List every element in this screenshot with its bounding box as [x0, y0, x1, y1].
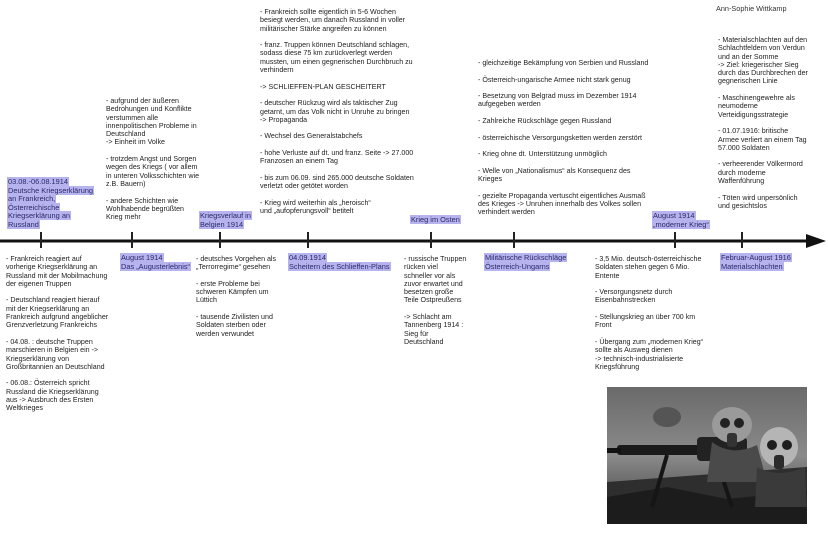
tick-e5 — [430, 232, 432, 248]
soldiers-gas-mask-photo — [607, 387, 807, 524]
event-label-e3: Kriegsverlauf in Belgien 1914 — [200, 211, 251, 229]
event-label-e4: 04.09.1914 Scheitern des Schlieffen-Plans — [289, 253, 390, 271]
event-label-e2: August 1914 Das „Augusterlebnis“ — [121, 253, 191, 271]
text-block-material-battles: - Materialschlachten auf den Schlachtfeldern von Verdun und an der Somme -> Ziel: kriegerischer Sieg durch das Durchbrechen der gegnerischen Linie - Maschinengewehre als neumoderne Verteidigungsstrategie - 01.07.1916: britische Armee verliert an einem Tag 57.000 Soldaten - verheerender Völkermord durch moderne Waffenführung - Töten wird unpersönlich und gesichtslos — [718, 36, 808, 210]
text-block-east: - russische Truppen rücken viel schneller vor als zuvor erwartet und besetzen große Teile Ostpreußens -> Schlacht am Tannenberg 1914 : Sieg für Deutschland — [404, 255, 467, 346]
text-block-augusterlebnis: - aufgrund der äußeren Bedrohungen und Konflikte verstummen alle innenpolitischen Probleme in Deutschland -> Einheit im Volke - trotzdem Angst und Sorgen wegen des Kriegs ( vor allem in unteren Volksschichten wie z.B. Bauern) - andere Schichten wie Wohlhabende begrüßten Krieg mehr — [106, 97, 200, 222]
tick-e1 — [40, 232, 42, 248]
event-label-e8: Februar-August 1916 Materialschlachten — [721, 253, 791, 271]
tick-e6 — [513, 232, 515, 248]
tick-e3 — [219, 232, 221, 248]
tick-e8 — [741, 232, 743, 248]
event-label-e1: 03.08.-06.08.1914 Deutsche Kriegserklärung an Frankreich, Österreichische Kriegserklärung an Russland — [8, 177, 94, 229]
text-block-modern-war: - 3,5 Mio. deutsch-österreichische Soldaten stehen gegen 6 Mio. Entente - Versorgungsnetz durch Eisenbahnstrecken - Stellungskrieg an über 700 km Front - Übergang zum „modernen Krieg“ sollte als Ausweg dienen -> technisch-industrialisierte Kriegsführung — [595, 255, 704, 371]
tick-e2 — [131, 232, 133, 248]
tick-e7 — [674, 232, 676, 248]
event-label-e7: August 1914 „moderner Krieg“ — [653, 211, 709, 229]
timeline-axis — [0, 234, 828, 248]
event-label-e5: Krieg im Osten — [411, 215, 460, 224]
timeline-arrowhead — [806, 234, 826, 248]
author-name: Ann-Sophie Wittkamp — [716, 4, 787, 13]
text-block-mobilization: - Frankreich reagiert auf vorherige Kriegserklärung an Russland mit der Mobilmachung der eigenen Truppen - Deutschland reagiert hierauf mit der Kriegserklärung an Frankreich aufgrund angeblicher Grenzverletzung Frankreichs - 04.08. : deutsche Truppen marschieren in Belgien ein -> Kriegserklärung von Großbritannien an Deutschland - 06.08.: Österreich spricht Russland die Kriegserklärung aus -> Ausbruch des Ersten Weltkrieges — [6, 255, 109, 413]
event-label-e6: Militärische Rückschläge Österreich-Ungarns — [485, 253, 567, 271]
text-block-austria: - gleichzeitige Bekämpfung von Serbien und Russland - Österreich-ungarische Armee nicht stark genug - Besetzung von Belgrad muss im Dezember 1914 aufgegeben werden - Zahlreiche Rückschläge gegen Russland - österreichische Versorgungsketten werden zerstört - Krieg ohne dt. Unterstützung unmöglich - Welle von „Nationalismus“ als Konsequenz des Krieges - gezielte Propaganda vertuscht eigentliches Ausmaß des Krieges -> Unruhen innerhalb des Volkes sollen verhindert werden — [478, 59, 649, 217]
text-block-schlieffen: - Frankreich sollte eigentlich in 5-6 Wochen besiegt werden, um danach Russland in voller militärischer Stärke angreifen zu können - franz. Truppen können Deutschland schlagen, sodass diese 75 km zurückverlegt werden mussten, um einen gegnerischen Durchbruch zu verhindern -> SCHLIEFFEN-PLAN GESCHEITERT - deutscher Rückzug wird als taktischer Zug getarnt, um das Volk nicht in Unruhe zu bringen -> Propaganda - Wechsel des Generalstabchefs - hohe Verluste auf dt. und franz. Seite -> 27.000 Franzosen an einem Tag - bis zum 06.09. sind 265.000 deutsche Soldaten verletzt oder getötet worden - Krieg wird weiterhin als „heroisch“ und „aufopferungsvoll“ betitelt — [260, 8, 414, 216]
tick-e4 — [307, 232, 309, 248]
text-block-belgium: - deutsches Vorgehen als „Terrorregime“ gesehen - erste Probleme bei schweren Kämpfen um Lüttich - tausende Zivilisten und Soldaten sterben oder werden verwundet — [196, 255, 277, 338]
